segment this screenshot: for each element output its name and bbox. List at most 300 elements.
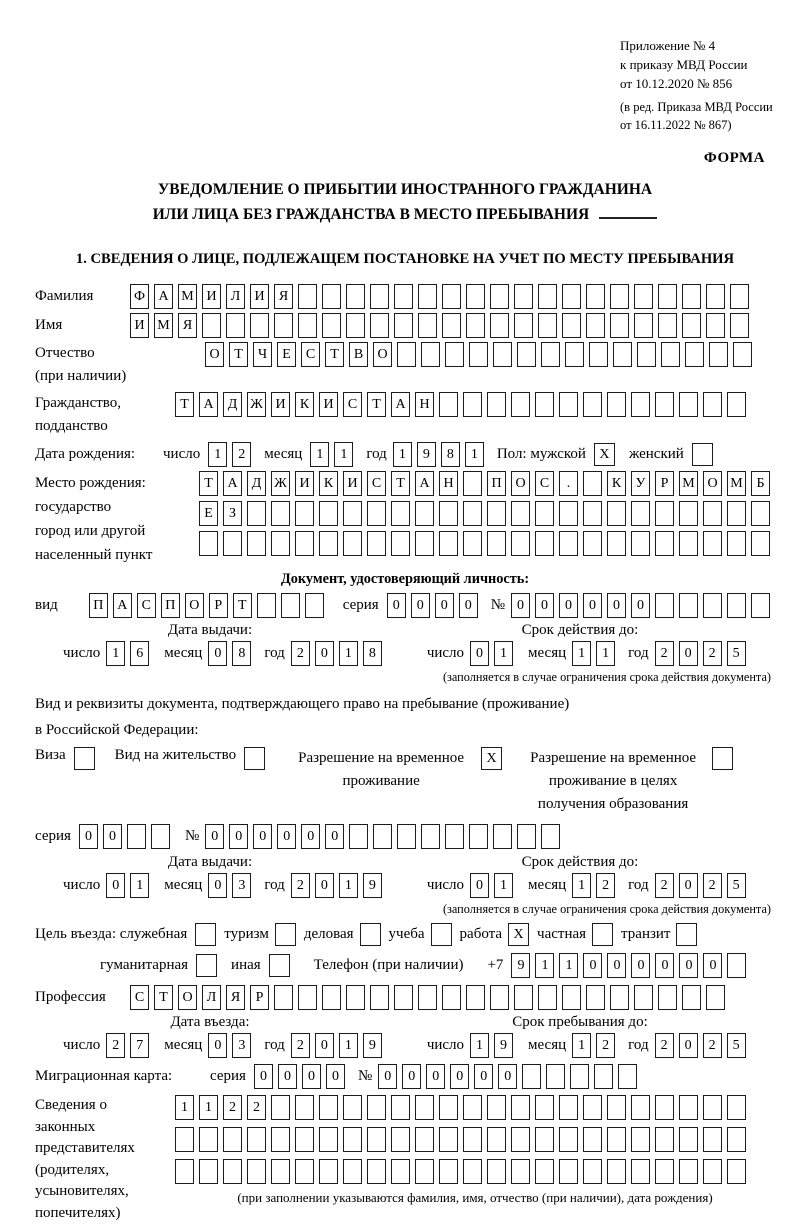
char-cell[interactable]: 2 xyxy=(703,641,722,666)
sex-female-checkbox[interactable] xyxy=(692,443,713,466)
char-cell[interactable]: 0 xyxy=(411,593,430,618)
char-cell[interactable] xyxy=(418,313,437,338)
char-cell[interactable]: 5 xyxy=(727,873,746,898)
char-cell[interactable] xyxy=(631,1127,650,1152)
char-cell[interactable]: 0 xyxy=(679,641,698,666)
char-cell[interactable] xyxy=(607,1159,626,1184)
char-cell[interactable]: Т xyxy=(367,392,386,417)
char-cell[interactable] xyxy=(271,1159,290,1184)
char-cell[interactable] xyxy=(559,531,578,556)
char-cell[interactable] xyxy=(295,531,314,556)
char-cell[interactable]: 2 xyxy=(703,873,722,898)
char-cell[interactable] xyxy=(703,1159,722,1184)
char-cell[interactable] xyxy=(607,1127,626,1152)
char-cell[interactable] xyxy=(370,985,389,1010)
char-cell[interactable] xyxy=(367,1127,386,1152)
char-cell[interactable] xyxy=(343,531,362,556)
char-cell[interactable]: Т xyxy=(233,593,252,618)
char-cell[interactable] xyxy=(439,1159,458,1184)
char-cell[interactable] xyxy=(343,1159,362,1184)
char-cell[interactable] xyxy=(751,593,770,618)
char-cell[interactable] xyxy=(679,1159,698,1184)
char-cell[interactable]: 1 xyxy=(130,873,149,898)
char-cell[interactable] xyxy=(271,1127,290,1152)
char-cell[interactable] xyxy=(637,342,656,367)
char-cell[interactable]: 1 xyxy=(465,442,484,467)
char-cell[interactable] xyxy=(223,531,242,556)
residence-permit-checkbox[interactable] xyxy=(244,747,265,770)
purpose-other-checkbox[interactable] xyxy=(269,954,290,977)
char-cell[interactable]: 0 xyxy=(470,873,489,898)
char-cell[interactable]: 0 xyxy=(302,1064,321,1089)
char-cell[interactable]: С xyxy=(367,471,386,496)
char-cell[interactable]: 0 xyxy=(511,593,530,618)
char-cell[interactable] xyxy=(370,284,389,309)
char-cell[interactable]: 0 xyxy=(208,1033,227,1058)
char-cell[interactable]: 0 xyxy=(655,953,674,978)
char-cell[interactable] xyxy=(514,284,533,309)
char-cell[interactable]: 9 xyxy=(511,953,530,978)
char-cell[interactable] xyxy=(367,1159,386,1184)
char-cell[interactable] xyxy=(631,1095,650,1120)
char-cell[interactable] xyxy=(727,501,746,526)
purpose-work-checkbox[interactable]: X xyxy=(508,923,529,946)
char-cell[interactable] xyxy=(607,392,626,417)
char-cell[interactable]: Р xyxy=(250,985,269,1010)
char-cell[interactable] xyxy=(535,1095,554,1120)
char-cell[interactable] xyxy=(319,1095,338,1120)
char-cell[interactable]: 0 xyxy=(402,1064,421,1089)
char-cell[interactable] xyxy=(511,531,530,556)
char-cell[interactable]: И xyxy=(250,284,269,309)
char-cell[interactable] xyxy=(546,1064,565,1089)
char-cell[interactable] xyxy=(583,1159,602,1184)
char-cell[interactable] xyxy=(442,313,461,338)
char-cell[interactable] xyxy=(463,1127,482,1152)
char-cell[interactable] xyxy=(490,313,509,338)
char-cell[interactable] xyxy=(631,1159,650,1184)
char-cell[interactable] xyxy=(730,284,749,309)
char-cell[interactable]: 0 xyxy=(205,824,224,849)
char-cell[interactable] xyxy=(559,392,578,417)
char-cell[interactable] xyxy=(706,313,725,338)
char-cell[interactable]: Ж xyxy=(271,471,290,496)
purpose-business-checkbox[interactable] xyxy=(360,923,381,946)
char-cell[interactable] xyxy=(562,313,581,338)
char-cell[interactable]: 2 xyxy=(596,1033,615,1058)
purpose-private-checkbox[interactable] xyxy=(592,923,613,946)
char-cell[interactable] xyxy=(685,342,704,367)
char-cell[interactable]: 0 xyxy=(607,953,626,978)
char-cell[interactable] xyxy=(394,313,413,338)
char-cell[interactable]: 9 xyxy=(494,1033,513,1058)
char-cell[interactable]: 2 xyxy=(232,442,251,467)
char-cell[interactable] xyxy=(466,313,485,338)
char-cell[interactable] xyxy=(391,1127,410,1152)
char-cell[interactable] xyxy=(319,501,338,526)
char-cell[interactable] xyxy=(733,342,752,367)
char-cell[interactable] xyxy=(607,501,626,526)
char-cell[interactable] xyxy=(319,531,338,556)
char-cell[interactable]: 2 xyxy=(291,1033,310,1058)
char-cell[interactable] xyxy=(271,501,290,526)
char-cell[interactable] xyxy=(487,1159,506,1184)
char-cell[interactable]: А xyxy=(199,392,218,417)
char-cell[interactable] xyxy=(655,1159,674,1184)
char-cell[interactable]: 0 xyxy=(559,593,578,618)
char-cell[interactable]: 0 xyxy=(208,641,227,666)
char-cell[interactable] xyxy=(583,1127,602,1152)
char-cell[interactable] xyxy=(655,1095,674,1120)
char-cell[interactable]: 5 xyxy=(727,641,746,666)
char-cell[interactable] xyxy=(418,985,437,1010)
char-cell[interactable] xyxy=(445,824,464,849)
char-cell[interactable] xyxy=(727,593,746,618)
char-cell[interactable]: 0 xyxy=(103,824,122,849)
char-cell[interactable]: Н xyxy=(415,392,434,417)
char-cell[interactable] xyxy=(634,313,653,338)
char-cell[interactable] xyxy=(655,531,674,556)
purpose-official-checkbox[interactable] xyxy=(195,923,216,946)
char-cell[interactable] xyxy=(439,501,458,526)
char-cell[interactable] xyxy=(415,531,434,556)
char-cell[interactable] xyxy=(487,501,506,526)
char-cell[interactable]: 0 xyxy=(679,953,698,978)
char-cell[interactable] xyxy=(247,531,266,556)
char-cell[interactable] xyxy=(535,531,554,556)
char-cell[interactable]: Т xyxy=(229,342,248,367)
purpose-humanitarian-checkbox[interactable] xyxy=(196,954,217,977)
char-cell[interactable]: Я xyxy=(226,985,245,1010)
char-cell[interactable] xyxy=(583,501,602,526)
char-cell[interactable] xyxy=(610,284,629,309)
char-cell[interactable] xyxy=(373,824,392,849)
char-cell[interactable] xyxy=(367,1095,386,1120)
char-cell[interactable] xyxy=(439,392,458,417)
char-cell[interactable]: Ч xyxy=(253,342,272,367)
char-cell[interactable] xyxy=(511,1159,530,1184)
char-cell[interactable]: С xyxy=(343,392,362,417)
char-cell[interactable] xyxy=(346,284,365,309)
char-cell[interactable] xyxy=(703,501,722,526)
char-cell[interactable]: Е xyxy=(199,501,218,526)
char-cell[interactable] xyxy=(514,985,533,1010)
char-cell[interactable]: 1 xyxy=(339,1033,358,1058)
char-cell[interactable]: П xyxy=(89,593,108,618)
char-cell[interactable] xyxy=(487,531,506,556)
char-cell[interactable]: 1 xyxy=(535,953,554,978)
char-cell[interactable]: 0 xyxy=(535,593,554,618)
char-cell[interactable] xyxy=(655,593,674,618)
char-cell[interactable] xyxy=(487,1127,506,1152)
char-cell[interactable] xyxy=(613,342,632,367)
char-cell[interactable] xyxy=(562,985,581,1010)
char-cell[interactable] xyxy=(202,313,221,338)
char-cell[interactable] xyxy=(727,953,746,978)
char-cell[interactable]: Ф xyxy=(130,284,149,309)
char-cell[interactable] xyxy=(559,1159,578,1184)
char-cell[interactable]: 0 xyxy=(278,1064,297,1089)
char-cell[interactable] xyxy=(418,284,437,309)
char-cell[interactable] xyxy=(493,342,512,367)
char-cell[interactable]: 2 xyxy=(291,873,310,898)
char-cell[interactable] xyxy=(682,985,701,1010)
char-cell[interactable]: В xyxy=(349,342,368,367)
char-cell[interactable] xyxy=(594,1064,613,1089)
char-cell[interactable]: И xyxy=(343,471,362,496)
char-cell[interactable]: 0 xyxy=(470,641,489,666)
char-cell[interactable] xyxy=(751,501,770,526)
char-cell[interactable]: 1 xyxy=(494,873,513,898)
char-cell[interactable] xyxy=(295,501,314,526)
char-cell[interactable] xyxy=(274,985,293,1010)
char-cell[interactable] xyxy=(522,1064,541,1089)
char-cell[interactable] xyxy=(658,985,677,1010)
char-cell[interactable] xyxy=(583,471,602,496)
char-cell[interactable]: С xyxy=(130,985,149,1010)
char-cell[interactable]: 1 xyxy=(199,1095,218,1120)
char-cell[interactable]: У xyxy=(631,471,650,496)
char-cell[interactable]: 1 xyxy=(310,442,329,467)
char-cell[interactable]: О xyxy=(205,342,224,367)
char-cell[interactable]: П xyxy=(487,471,506,496)
char-cell[interactable]: 9 xyxy=(363,1033,382,1058)
char-cell[interactable] xyxy=(415,1095,434,1120)
char-cell[interactable] xyxy=(535,501,554,526)
char-cell[interactable]: И xyxy=(202,284,221,309)
char-cell[interactable]: 0 xyxy=(474,1064,493,1089)
char-cell[interactable] xyxy=(343,501,362,526)
char-cell[interactable] xyxy=(367,531,386,556)
char-cell[interactable]: С xyxy=(535,471,554,496)
char-cell[interactable]: 2 xyxy=(106,1033,125,1058)
char-cell[interactable]: О xyxy=(703,471,722,496)
char-cell[interactable] xyxy=(463,1159,482,1184)
char-cell[interactable]: И xyxy=(295,471,314,496)
char-cell[interactable] xyxy=(439,1127,458,1152)
char-cell[interactable]: 0 xyxy=(631,953,650,978)
char-cell[interactable] xyxy=(346,985,365,1010)
char-cell[interactable] xyxy=(679,1127,698,1152)
char-cell[interactable] xyxy=(421,342,440,367)
char-cell[interactable] xyxy=(607,531,626,556)
char-cell[interactable]: Т xyxy=(325,342,344,367)
char-cell[interactable]: Ж xyxy=(247,392,266,417)
char-cell[interactable] xyxy=(631,392,650,417)
char-cell[interactable] xyxy=(517,342,536,367)
char-cell[interactable]: 2 xyxy=(596,873,615,898)
char-cell[interactable] xyxy=(706,284,725,309)
char-cell[interactable] xyxy=(511,501,530,526)
char-cell[interactable] xyxy=(541,342,560,367)
char-cell[interactable] xyxy=(391,1159,410,1184)
char-cell[interactable] xyxy=(538,284,557,309)
char-cell[interactable] xyxy=(391,501,410,526)
char-cell[interactable] xyxy=(559,1127,578,1152)
char-cell[interactable]: Т xyxy=(199,471,218,496)
char-cell[interactable]: М xyxy=(154,313,173,338)
char-cell[interactable] xyxy=(727,531,746,556)
char-cell[interactable] xyxy=(487,1095,506,1120)
char-cell[interactable]: А xyxy=(391,392,410,417)
char-cell[interactable]: 0 xyxy=(378,1064,397,1089)
char-cell[interactable]: С xyxy=(301,342,320,367)
char-cell[interactable] xyxy=(607,1095,626,1120)
char-cell[interactable]: И xyxy=(130,313,149,338)
char-cell[interactable] xyxy=(490,284,509,309)
char-cell[interactable]: Я xyxy=(274,284,293,309)
char-cell[interactable]: К xyxy=(295,392,314,417)
char-cell[interactable] xyxy=(394,985,413,1010)
char-cell[interactable] xyxy=(682,313,701,338)
char-cell[interactable] xyxy=(463,501,482,526)
char-cell[interactable]: 2 xyxy=(655,873,674,898)
char-cell[interactable] xyxy=(682,284,701,309)
char-cell[interactable] xyxy=(514,313,533,338)
char-cell[interactable]: 0 xyxy=(679,873,698,898)
char-cell[interactable] xyxy=(247,501,266,526)
char-cell[interactable] xyxy=(346,313,365,338)
char-cell[interactable]: 2 xyxy=(655,641,674,666)
char-cell[interactable] xyxy=(223,1127,242,1152)
char-cell[interactable] xyxy=(199,1127,218,1152)
char-cell[interactable] xyxy=(463,392,482,417)
char-cell[interactable] xyxy=(397,824,416,849)
char-cell[interactable] xyxy=(703,1095,722,1120)
char-cell[interactable] xyxy=(319,1127,338,1152)
char-cell[interactable]: 0 xyxy=(459,593,478,618)
char-cell[interactable]: 3 xyxy=(232,873,251,898)
char-cell[interactable] xyxy=(274,313,293,338)
char-cell[interactable]: Р xyxy=(209,593,228,618)
char-cell[interactable] xyxy=(319,1159,338,1184)
char-cell[interactable] xyxy=(281,593,300,618)
char-cell[interactable]: 0 xyxy=(426,1064,445,1089)
char-cell[interactable]: 0 xyxy=(498,1064,517,1089)
char-cell[interactable] xyxy=(397,342,416,367)
purpose-tourism-checkbox[interactable] xyxy=(275,923,296,946)
sex-male-checkbox[interactable]: X xyxy=(594,443,615,466)
char-cell[interactable] xyxy=(511,392,530,417)
char-cell[interactable]: 1 xyxy=(339,641,358,666)
char-cell[interactable]: 8 xyxy=(232,641,251,666)
char-cell[interactable] xyxy=(655,1127,674,1152)
char-cell[interactable]: 0 xyxy=(106,873,125,898)
char-cell[interactable]: 1 xyxy=(470,1033,489,1058)
char-cell[interactable] xyxy=(463,1095,482,1120)
purpose-transit-checkbox[interactable] xyxy=(676,923,697,946)
char-cell[interactable] xyxy=(298,313,317,338)
char-cell[interactable] xyxy=(442,284,461,309)
char-cell[interactable]: 1 xyxy=(334,442,353,467)
char-cell[interactable]: А xyxy=(113,593,132,618)
char-cell[interactable]: 1 xyxy=(572,1033,591,1058)
char-cell[interactable]: И xyxy=(271,392,290,417)
char-cell[interactable]: 1 xyxy=(339,873,358,898)
char-cell[interactable]: Е xyxy=(277,342,296,367)
char-cell[interactable]: М xyxy=(679,471,698,496)
char-cell[interactable] xyxy=(517,824,536,849)
char-cell[interactable] xyxy=(706,985,725,1010)
char-cell[interactable] xyxy=(257,593,276,618)
char-cell[interactable] xyxy=(655,392,674,417)
char-cell[interactable] xyxy=(469,824,488,849)
char-cell[interactable]: К xyxy=(607,471,626,496)
char-cell[interactable] xyxy=(610,985,629,1010)
char-cell[interactable]: 2 xyxy=(291,641,310,666)
char-cell[interactable] xyxy=(175,1159,194,1184)
char-cell[interactable] xyxy=(679,593,698,618)
char-cell[interactable] xyxy=(322,313,341,338)
char-cell[interactable]: 0 xyxy=(679,1033,698,1058)
char-cell[interactable]: Б xyxy=(751,471,770,496)
char-cell[interactable] xyxy=(727,1159,746,1184)
char-cell[interactable]: 2 xyxy=(247,1095,266,1120)
char-cell[interactable] xyxy=(298,985,317,1010)
char-cell[interactable]: 5 xyxy=(727,1033,746,1058)
char-cell[interactable] xyxy=(538,313,557,338)
char-cell[interactable] xyxy=(127,824,146,849)
purpose-study-checkbox[interactable] xyxy=(431,923,452,946)
char-cell[interactable]: 8 xyxy=(363,641,382,666)
char-cell[interactable] xyxy=(305,593,324,618)
char-cell[interactable]: Р xyxy=(655,471,674,496)
char-cell[interactable]: 0 xyxy=(387,593,406,618)
char-cell[interactable] xyxy=(511,1095,530,1120)
char-cell[interactable] xyxy=(583,392,602,417)
char-cell[interactable] xyxy=(466,985,485,1010)
char-cell[interactable] xyxy=(634,985,653,1010)
char-cell[interactable] xyxy=(535,392,554,417)
char-cell[interactable] xyxy=(679,501,698,526)
char-cell[interactable]: 0 xyxy=(326,1064,345,1089)
char-cell[interactable]: 1 xyxy=(106,641,125,666)
char-cell[interactable]: 1 xyxy=(494,641,513,666)
char-cell[interactable] xyxy=(570,1064,589,1089)
char-cell[interactable]: А xyxy=(223,471,242,496)
char-cell[interactable]: 0 xyxy=(583,593,602,618)
char-cell[interactable]: Д xyxy=(223,392,242,417)
char-cell[interactable] xyxy=(391,531,410,556)
char-cell[interactable] xyxy=(271,1095,290,1120)
char-cell[interactable]: 0 xyxy=(301,824,320,849)
char-cell[interactable] xyxy=(370,313,389,338)
char-cell[interactable] xyxy=(586,284,605,309)
char-cell[interactable] xyxy=(199,531,218,556)
char-cell[interactable]: 0 xyxy=(583,953,602,978)
char-cell[interactable]: 0 xyxy=(277,824,296,849)
char-cell[interactable]: Я xyxy=(178,313,197,338)
char-cell[interactable]: 3 xyxy=(232,1033,251,1058)
char-cell[interactable] xyxy=(466,284,485,309)
char-cell[interactable] xyxy=(586,985,605,1010)
char-cell[interactable] xyxy=(562,284,581,309)
char-cell[interactable] xyxy=(445,342,464,367)
char-cell[interactable]: 0 xyxy=(703,953,722,978)
char-cell[interactable] xyxy=(439,531,458,556)
char-cell[interactable] xyxy=(583,1095,602,1120)
char-cell[interactable] xyxy=(226,313,245,338)
char-cell[interactable] xyxy=(487,392,506,417)
char-cell[interactable]: 2 xyxy=(223,1095,242,1120)
char-cell[interactable] xyxy=(151,824,170,849)
char-cell[interactable] xyxy=(247,1159,266,1184)
char-cell[interactable]: 1 xyxy=(572,641,591,666)
char-cell[interactable]: Л xyxy=(226,284,245,309)
char-cell[interactable]: 0 xyxy=(229,824,248,849)
visa-checkbox[interactable] xyxy=(74,747,95,770)
char-cell[interactable]: 0 xyxy=(208,873,227,898)
